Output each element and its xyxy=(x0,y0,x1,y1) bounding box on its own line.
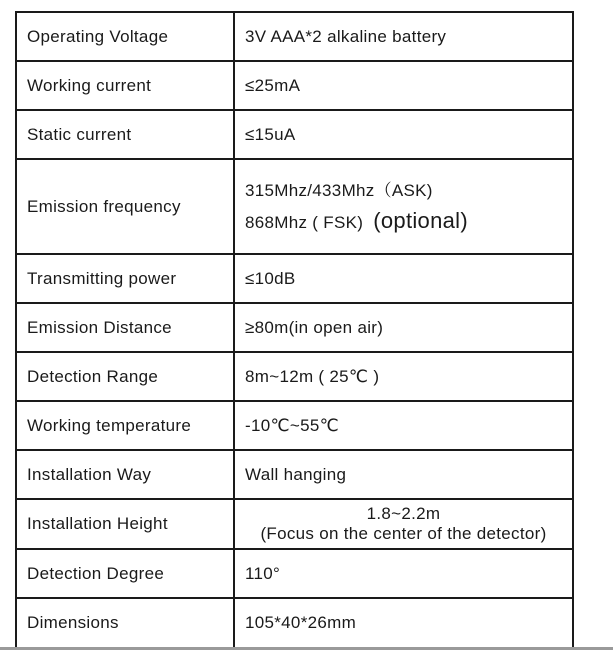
table-row xyxy=(16,61,573,110)
spec-value: 110° xyxy=(234,549,573,598)
spec-value: ≤15uA xyxy=(234,110,573,159)
spec-value-line: 315Mhz/433Mhz（ASK) xyxy=(245,180,433,200)
table-row xyxy=(16,110,573,159)
table-row xyxy=(16,401,573,450)
table-row xyxy=(16,12,573,61)
table-row xyxy=(16,352,573,401)
spec-label: Installation Height xyxy=(16,499,234,549)
specifications-table xyxy=(15,11,574,649)
spec-label: Working current xyxy=(16,61,234,110)
table-row xyxy=(16,499,573,549)
spec-label: Emission Distance xyxy=(16,303,234,352)
table-row xyxy=(16,450,573,499)
spec-value-line: 1.8~2.2m xyxy=(366,504,441,523)
spec-value: -10℃~55℃ xyxy=(234,401,573,450)
spec-label: Detection Degree xyxy=(16,549,234,598)
table-row xyxy=(16,549,573,598)
spec-value: 3V AAA*2 alkaline battery xyxy=(234,12,573,61)
spec-value: ≤10dB xyxy=(234,254,573,303)
spec-value: ≤25mA xyxy=(234,61,573,110)
spec-value xyxy=(234,159,573,254)
table-row xyxy=(16,159,573,254)
spec-value-line: (Focus on the center of the detector) xyxy=(260,524,547,543)
spec-label: Static current xyxy=(16,110,234,159)
spec-value-line xyxy=(245,207,572,234)
spec-label: Working temperature xyxy=(16,401,234,450)
spec-value: 8m~12m ( 25℃ ) xyxy=(234,352,573,401)
spec-label: Emission frequency xyxy=(16,159,234,254)
spec-label: Operating Voltage xyxy=(16,12,234,61)
spec-label: Detection Range xyxy=(16,352,234,401)
spec-value xyxy=(234,499,573,549)
table-row xyxy=(16,254,573,303)
spec-value: Wall hanging xyxy=(234,450,573,499)
spec-value: 105*40*26mm xyxy=(234,598,573,648)
spec-label: Transmitting power xyxy=(16,254,234,303)
optional-note: (optional) xyxy=(373,207,468,233)
spec-value-text: 868Mhz ( FSK) xyxy=(245,212,364,232)
spec-label: Installation Way xyxy=(16,450,234,499)
spec-label: Dimensions xyxy=(16,598,234,648)
spec-value: ≥80m(in open air) xyxy=(234,303,573,352)
table-row xyxy=(16,598,573,648)
table-row xyxy=(16,303,573,352)
